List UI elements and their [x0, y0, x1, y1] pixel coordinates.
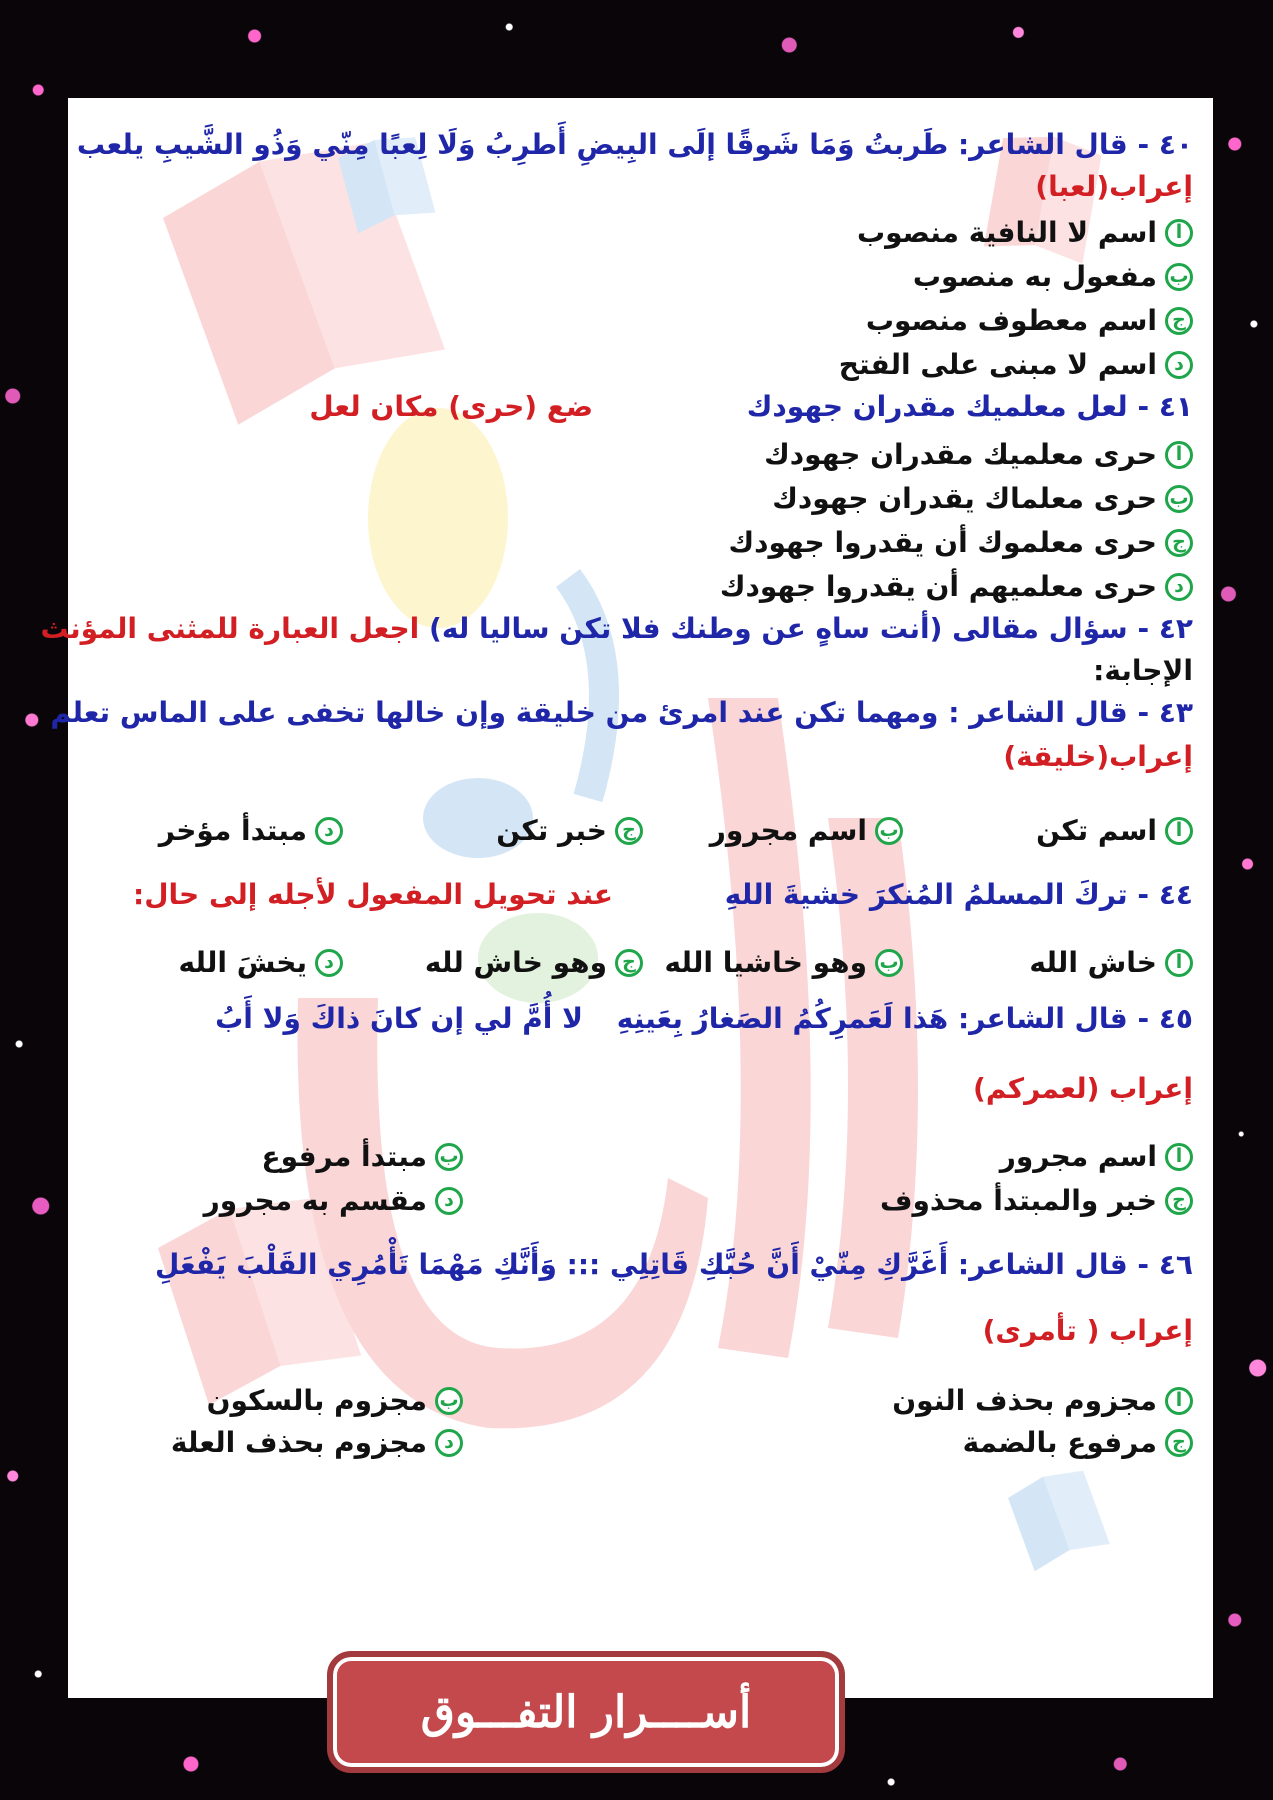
question-44-instruction: عند تحويل المفعول لأجله إلى حال:	[133, 878, 613, 911]
option-badge-icon: ا	[1165, 1387, 1193, 1415]
question-44: ٤٤ - تركَ المسلمُ المُنكرَ خشيةَ اللهِ	[724, 878, 1193, 911]
option-badge-icon: ج	[1165, 1187, 1193, 1215]
question-45-line	[88, 1000, 1193, 1038]
option-text: يخشَ الله	[178, 945, 307, 979]
option-text: وهو خاشيا الله	[664, 945, 867, 979]
option-badge-icon: ب	[1165, 485, 1193, 513]
option-badge-icon: د	[1165, 573, 1193, 601]
option-text: اسم تكن	[1036, 813, 1157, 847]
option-text: مقسم به مجرور	[203, 1183, 427, 1217]
question-46-option-b[interactable]	[207, 1378, 463, 1420]
option-badge-icon: ب	[875, 949, 903, 977]
option-text: خبر والمبتدأ محذوف	[879, 1183, 1157, 1217]
option-text: مجزوم بحذف النون	[892, 1383, 1157, 1417]
question-45: ٤٥ - قال الشاعر: هَذا لَعَمرِكُمُ الصَغارُ بِعَينِهِ	[616, 1002, 1193, 1035]
option-text: حرى معلماك يقدران جهودك	[772, 481, 1157, 515]
option-text: حرى معلموك أن يقدروا جهودك	[728, 525, 1157, 559]
question-46-option-c[interactable]	[963, 1420, 1193, 1462]
option-text: اسم مجرور	[709, 813, 867, 847]
question-40-label: إعراب(لعبا)	[1035, 170, 1193, 203]
question-40-option-d[interactable]	[88, 342, 1193, 384]
option-badge-icon: ب	[1165, 263, 1193, 291]
question-41-option-b[interactable]	[88, 476, 1193, 518]
question-44-option-d[interactable]	[178, 940, 343, 982]
option-badge-icon: د	[315, 817, 343, 845]
question-41-option-c[interactable]	[88, 520, 1193, 562]
option-text: وهو خاش لله	[424, 945, 607, 979]
question-43: ٤٣ - قال الشاعر : ومهما تكن عند امرئ من خليقة وإن خالها تخفى على الماس تعلم	[50, 696, 1193, 729]
option-text: مرفوع بالضمة	[962, 1425, 1157, 1459]
option-badge-icon: ا	[1165, 219, 1193, 247]
option-badge-icon: ج	[1165, 1429, 1193, 1457]
option-badge-icon: ا	[1165, 1143, 1193, 1171]
question-42-answer-label: الإجابة:	[1093, 654, 1193, 687]
option-text: مبتدأ مرفوع	[261, 1139, 427, 1173]
option-text: مفعول به منصوب	[912, 259, 1157, 293]
option-badge-icon: ج	[1165, 529, 1193, 557]
question-44-option-a[interactable]	[1029, 940, 1193, 982]
question-46-option-a[interactable]	[892, 1378, 1193, 1420]
question-40-option-c[interactable]	[88, 298, 1193, 340]
option-text: حرى معلميهم أن يقدروا جهودك	[719, 569, 1157, 603]
question-45-option-a[interactable]	[1000, 1134, 1193, 1176]
option-badge-icon: ا	[1165, 441, 1193, 469]
option-badge-icon: د	[315, 949, 343, 977]
option-text: اسم معطوف منصوب	[865, 303, 1157, 337]
option-badge-icon: د	[1165, 351, 1193, 379]
option-text: خاش الله	[1029, 945, 1157, 979]
question-45-label: إعراب (لعمركم)	[973, 1072, 1193, 1105]
question-40-option-b[interactable]	[88, 254, 1193, 296]
question-40-option-a[interactable]	[88, 210, 1193, 252]
option-text: حرى معلميك مقدران جهودك	[764, 437, 1157, 471]
option-text: مبتدأ مؤخر	[158, 813, 307, 847]
option-text: مجزوم بالسكون	[206, 1383, 427, 1417]
option-badge-icon: ج	[615, 817, 643, 845]
question-41-option-d[interactable]	[88, 564, 1193, 606]
question-46-option-d[interactable]	[171, 1420, 463, 1462]
question-46: ٤٦ - قال الشاعر: أَغَرَّكِ مِنّيْ أَنَّ حُبَّكِ قَاتِلِي ::: وَأَنَّكِ مَهْمَا تَأْمُرِي القَلْبَ يَفْعَلِ	[154, 1248, 1193, 1281]
question-42-instruction: اجعل العبارة للمثنى المؤنث	[40, 612, 420, 645]
question-43-label: إعراب(خليقة)	[1003, 740, 1193, 773]
footer-banner: أســــرار التفـــوق	[327, 1651, 845, 1773]
question-41-instruction: ضع (حرى) مكان لعل	[309, 390, 593, 423]
question-43-option-c[interactable]	[496, 808, 643, 850]
option-text: خبر تكن	[496, 813, 607, 847]
question-40: ٤٠ - قال الشاعر: طَربتُ وَمَا شَوقًا إلَى البِيضِ أَطرِبُ وَلَا لِعبًا مِنّي وَذُو الشَّيبِ يلعب	[76, 128, 1193, 161]
option-badge-icon: ب	[875, 817, 903, 845]
option-badge-icon: ج	[1165, 307, 1193, 335]
option-badge-icon: ب	[435, 1387, 463, 1415]
question-43-option-b[interactable]	[710, 808, 903, 850]
question-45-verse-2: لا أُمَّ لي إن كانَ ذاكَ وَلا أَبُ	[215, 1002, 583, 1035]
question-43-option-a[interactable]	[1036, 808, 1193, 850]
question-42: ٤٢ - سؤال مقالى (أنت ساهٍ عن وطنك فلا تكن ساليا له)	[429, 612, 1193, 645]
question-42-line	[40, 610, 1193, 648]
option-badge-icon: ب	[435, 1143, 463, 1171]
question-46-label: إعراب ( تأمرى)	[982, 1314, 1193, 1347]
option-badge-icon: ا	[1165, 817, 1193, 845]
option-badge-icon: ا	[1165, 949, 1193, 977]
question-44-option-c[interactable]	[425, 940, 643, 982]
question-45-option-b[interactable]	[262, 1134, 463, 1176]
question-44-option-b[interactable]	[664, 940, 903, 982]
option-text: اسم لا مبنى على الفتح	[838, 347, 1157, 381]
question-45-option-d[interactable]	[204, 1178, 463, 1220]
question-43-option-d[interactable]	[159, 808, 343, 850]
option-text: مجزوم بحذف العلة	[170, 1425, 427, 1459]
option-badge-icon: ج	[615, 949, 643, 977]
question-45-option-c[interactable]	[880, 1178, 1193, 1220]
option-badge-icon: د	[435, 1187, 463, 1215]
option-badge-icon: د	[435, 1429, 463, 1457]
question-41: ٤١ - لعل معلميك مقدران جهودك	[746, 390, 1193, 423]
worksheet-content	[40, 98, 1213, 1658]
question-41-option-a[interactable]	[88, 432, 1193, 474]
option-text: اسم لا النافية منصوب	[856, 215, 1157, 249]
option-text: اسم مجرور	[999, 1139, 1157, 1173]
